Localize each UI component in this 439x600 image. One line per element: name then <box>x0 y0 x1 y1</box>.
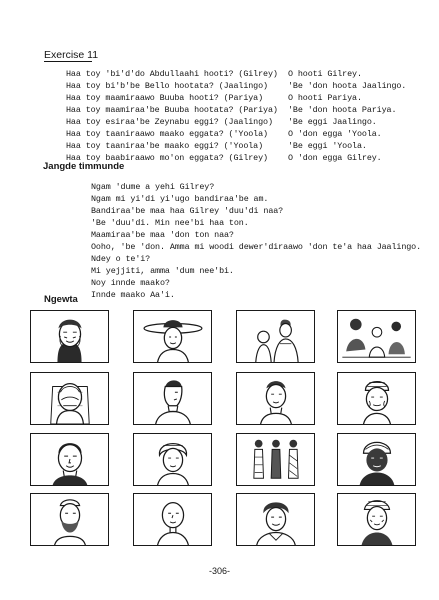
dialogue-line: Innde maako Aa'i. <box>91 290 175 300</box>
exercise-question: Haa toy taaniraa'be maako eggi? ('Yoola) <box>66 141 264 151</box>
picture-panel-15 <box>236 493 315 546</box>
exercise-answer: 'Be 'don hoota Jaalingo. <box>288 81 407 91</box>
dialogue-line: Mi yejjiti, amma 'dum nee'bi. <box>91 266 234 276</box>
picture-panel-5 <box>30 372 109 425</box>
page-number: -306- <box>208 566 230 576</box>
picture-panel-13 <box>30 493 109 546</box>
woman-headwrap-portrait-icon <box>338 434 415 485</box>
woman-back-view-icon <box>31 373 108 424</box>
picture-panel-4 <box>337 310 416 363</box>
picture-panel-9 <box>30 433 109 486</box>
picture-panel-3 <box>236 310 315 363</box>
pictures-heading: Ngewta <box>44 294 78 305</box>
exercise-question: Haa toy maamiraawo Buuba hooti? (Pariya) <box>66 93 264 103</box>
exercise-question: Haa toy maamiraa'be Buuba hootata? (Pariya) <box>66 105 278 115</box>
standing-women-group-icon <box>237 434 314 485</box>
exercise-answer: O hooti Gilrey. <box>288 69 362 79</box>
exercise-title-underline <box>44 61 92 62</box>
dialogue-line: Ngam mi yi'di yi'ugo bandiraa'be am. <box>91 194 269 204</box>
picture-panel-16 <box>337 493 416 546</box>
woman-and-boy-icon <box>237 311 314 362</box>
bearded-old-man-portrait-icon <box>31 494 108 545</box>
dialogue-line: Bandiraa'be maa haa Gilrey 'duu'di naa? <box>91 206 284 216</box>
picture-panel-1 <box>30 310 109 363</box>
exercise-question: Haa toy esiraa'be Zeynabu eggi? (Jaalingo) <box>66 117 273 127</box>
dialogue-line: Ngam 'dume a yehi Gilrey? <box>91 182 215 192</box>
picture-panel-14 <box>133 493 212 546</box>
picture-panel-11 <box>236 433 315 486</box>
child-portrait-icon <box>134 494 211 545</box>
exercise-question: Haa toy taaniraawo maako eggata? ('Yoola) <box>66 129 268 139</box>
picture-panel-6 <box>133 372 212 425</box>
dialogue-line: Noy innde maako? <box>91 278 170 288</box>
man-in-hat-portrait-icon <box>134 311 211 362</box>
dialogue-line: Ooho, 'be 'don. Amma mi woodi dewer'diraawo 'don te'a haa Jaalingo. <box>91 242 422 252</box>
dialogue-heading: Jangde timmunde <box>43 161 125 172</box>
dialogue-line: Ndey o te'i? <box>91 254 151 264</box>
exercise-question: Haa toy 'bi'd'do Abdullaahi hooti? (Gilrey) <box>66 69 278 79</box>
exercise-answer: 'Be eggi Jaalingo. <box>288 117 377 127</box>
exercise-question: Haa toy bi'b'be Bello hootata? (Jaalingo) <box>66 81 268 91</box>
woman-headscarf-portrait-icon <box>134 434 211 485</box>
exercise-title: Exercise 11 <box>44 49 99 61</box>
picture-panel-8 <box>337 372 416 425</box>
man-portrait-icon <box>31 434 108 485</box>
elderly-man-portrait-icon <box>31 311 108 362</box>
dialogue-line: Maamiraa'be maa 'don ton naa? <box>91 230 234 240</box>
picture-panel-12 <box>337 433 416 486</box>
picture-panel-10 <box>133 433 212 486</box>
man-profile-portrait-icon <box>134 373 211 424</box>
picture-panel-2 <box>133 310 212 363</box>
picture-panel-7 <box>236 372 315 425</box>
exercise-question: Haa toy baabiraawo mo'on eggata? (Gilrey) <box>66 153 268 163</box>
exercise-answer: 'Be 'don hoota Pariya. <box>288 105 397 115</box>
exercise-answer: O 'don egga Gilrey. <box>288 153 382 163</box>
woman-profile-portrait-icon <box>237 373 314 424</box>
exercise-answer: O hooti Pariya. <box>288 93 362 103</box>
woman-smiling-portrait-icon <box>237 494 314 545</box>
old-woman-portrait-icon <box>338 494 415 545</box>
elderly-woman-portrait-icon <box>338 373 415 424</box>
exercise-answer: O 'don egga 'Yoola. <box>288 129 382 139</box>
dialogue-line: 'Be 'duu'di. Min nee'bi haa ton. <box>91 218 249 228</box>
exercise-answer: 'Be eggi 'Yoola. <box>288 141 367 151</box>
people-group-scene-icon <box>338 311 415 362</box>
